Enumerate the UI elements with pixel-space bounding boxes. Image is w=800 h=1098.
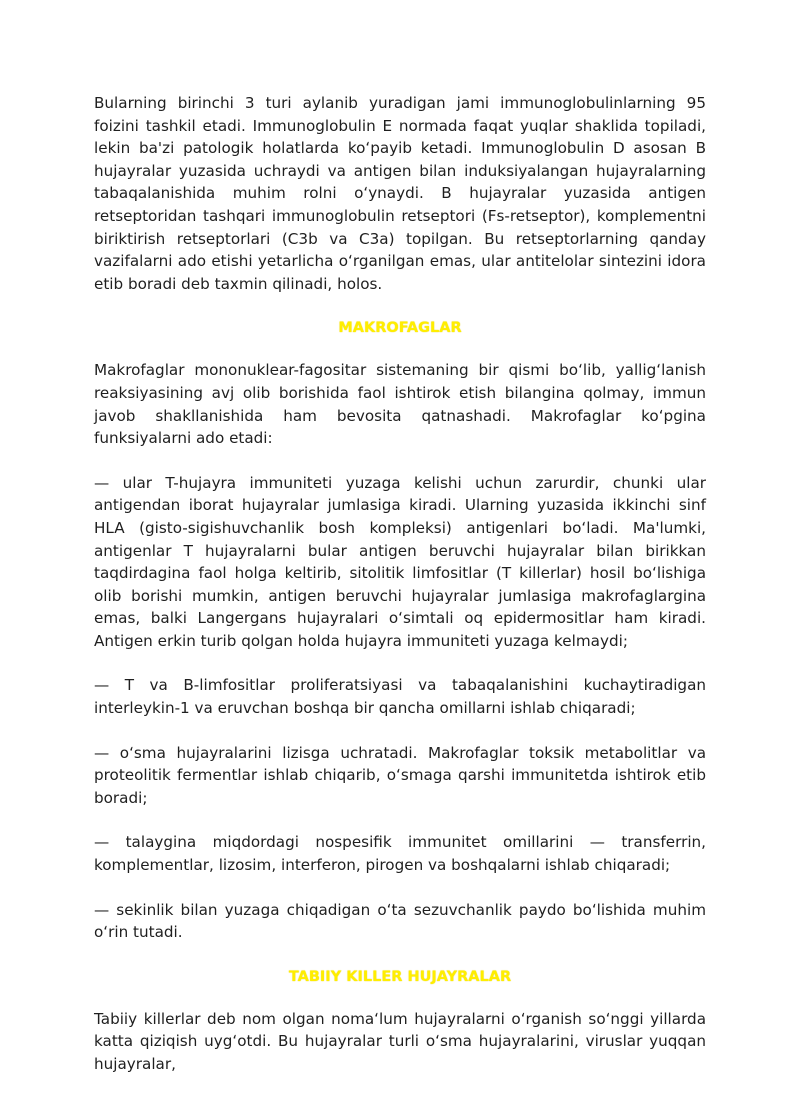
paragraph-immunoglobulins: Bularning birinchi 3 turi aylanib yuradigan jami immunoglobulinlarning 95 foizini tashkil etadi. Immunoglobulin E normada faqat yuqlar shaklida topiladi, lekin ba'zi patologik holatlarda koʻpayib ketadi. Immunoglobulin D asosan B hujayralar yuzasida uchraydi va antigen bilan induksiyalangan hujayralarning tabaqalanishida muhim rolni oʻynaydi. B hujayralar yuzasida antigen retseptoridan tashqari immunoglobulin retseptori (Fs-retseptor), komplementni biriktirish retseptorlari (C3b va C3a) topilgan. Bu retseptorlarning qanday vazifalarni ado etishi yetarlicha oʻrganilgan emas, ular antitelolar sintezini idora etib boradi deb taxmin qilinadi, holos. (94, 94, 706, 293)
paragraph-natural-killers-intro: Tabiiy killerlar deb nom olgan nomaʻlum hujayralarni oʻrganish soʻnggi yillarda katta qiziqish uygʻotdi. Bu hujayralar turli oʻsma hujayralarini, viruslar yuqqan hujayralar, (94, 1009, 706, 1073)
paragraph-macrophages-function-5: — sekinlik bilan yuzaga chiqadigan oʻta sezuvchanlik paydo boʻlishida muhim oʻrin tutadi. (94, 900, 706, 942)
document-page (94, 92, 706, 1098)
paragraph-macrophages-function-3: — oʻsma hujayralarini lizisga uchratadi. Makrofaglar toksik metabolitlar va proteolitik fermentlar ishlab chiqarib, oʻsmaga qarshi immunitetda ishtirok etib boradi; (94, 743, 706, 807)
paragraph-macrophages-function-2: — T va B-limfositlar proliferatsiyasi va tabaqalanishini kuchaytiradigan interleykin-1 va eruvchan boshqa bir qancha omillarni ishlab chiqaradi; (94, 676, 706, 718)
paragraph-macrophages-intro: Makrofaglar mononuklear-fagositar sistemaning bir qismi boʻlib, yalligʻlanish reaksiyasining avj olib borishida faol ishtirok etish bilangina qolmay, immun javob shakllanishida ham bevosita qatnashadi. Makrofaglar koʻpgina funksiyalarni ado etadi: (94, 361, 706, 448)
section-heading-natural-killers: TABIIY KILLER HUJAYRALAR (288, 968, 512, 985)
section-heading-macrophages: MAKROFAGLAR (338, 320, 462, 337)
paragraph-macrophages-function-1: — ular T-hujayra immuniteti yuzaga kelishi uchun zarurdir, chunki ular antigendan iborat hujayralar jumlasiga kiradi. Ularning yuzasida ikkinchi sinf HLA (gisto-sigishuvchanlik bosh kompleksi) antigenlari boʻladi. Ma'lumki, antigenlar T hujayralarni bular antigen beruvchi hujayralar bilan birikkan taqdirdagina faol holga keltirib, sitolitik limfositlar (T killerlar) hosil boʻlishiga olib borishi mumkin, antigen beruvchi hujayralar jumlasiga makrofaglargina emas, balki Langergans hujayralari oʻsimtali oq epidermositlar ham kiradi. Antigen erkin turib qolgan holda hujayra immuniteti yuzaga kelmaydi; (94, 473, 706, 650)
paragraph-macrophages-function-4: — talaygina miqdordagi nospesifik immunitet omillarini — transferrin, komplementlar, lizosim, interferon, pirogen va boshqalarni ishlab chiqaradi; (94, 833, 706, 875)
